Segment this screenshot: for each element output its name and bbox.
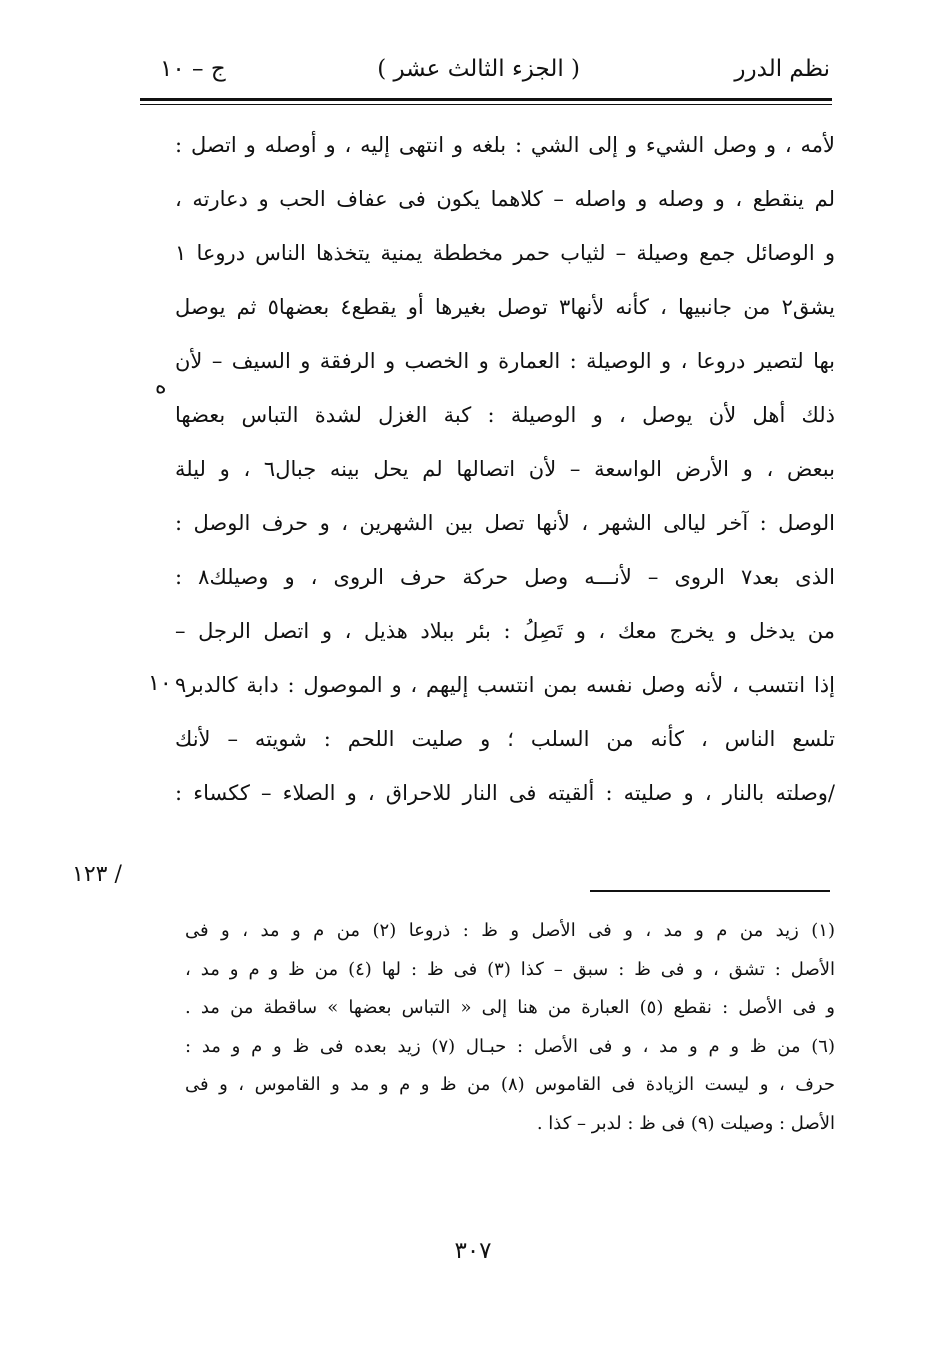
text-line: من يدخل و يخرج معك ، و تَصِلُ : بئر ببلاد هذيل ، و اتصل الرجل – (175, 619, 835, 643)
header-book-title: نظم الدرر (734, 56, 830, 82)
text-line: ببعض ، و الأرض الواسعة – لأن اتصالها لم يحل بينه جبال٦ ، و ليلة (175, 457, 835, 481)
text-line: /وصلته بالنار ، و صليته : ألقيته فى النار للاحراق ، و الصلاء – ككساء : (175, 781, 835, 805)
header-rule-thin (140, 104, 832, 105)
manuscript-folio-marker: / ١٢٣ (72, 862, 122, 887)
text-line: و الوصائل جمع وصيلة – لثياب حمر مخططة يمنية يتخذها الناس دروعا ١ (175, 241, 835, 265)
footnote-line: الأصل : وصيلت (٩) فى ظ : لدبر – كذا . (536, 1112, 835, 1134)
footnote-line: الأصل : تشق ، و فى ظ : سبق – كذا (٣) فى ظ : لها (٤) من ظ و م و مد ، (185, 958, 835, 980)
page-number: ٣٠٧ (454, 1238, 492, 1264)
footnote-line: (٦) من ظ و م و مد ، و فى الأصل : حبـال (٧) زيد بعده فى ظ و م و مد : (185, 1035, 835, 1057)
line-number-10: ١٠ (148, 671, 172, 696)
text-line: يشق٢ من جانبيها ، كأنه لأنها٣ توصل بغيرها أو يقطع٤ بعضها٥ ثم يوصل (175, 295, 835, 319)
footnote-separator (590, 890, 830, 892)
text-line: ذلك أهل لأن يوصل ، و الوصيلة : كبة الغزل لشدة التباس بعضها (175, 403, 835, 427)
main-text (175, 118, 835, 820)
text-line: لأمه ، و وصل الشيء و إلى الشي : بلغه و انتهى إليه ، و أوصله و اتصل : (175, 133, 835, 157)
header-volume-ref: ج – ١٠ (160, 56, 226, 82)
footnote-line: و فى الأصل : نقطع (٥) العبارة من هنا إلى « التباس بعضها » ساقطة من مد . (185, 997, 835, 1018)
text-line: إذا انتسب ، لأنه وصل نفسه بمن انتسب إليهم ، و الموصول : دابة كالدبر٩ (175, 673, 835, 697)
text-line: لم ينقطع ، و وصله و واصله – كلاهما يكون فى عفاف الحب و دعارته ، (175, 187, 835, 211)
header-rule-thick (140, 98, 832, 101)
footnote-line: (١) زيد من م و مد ، و فى الأصل و ظ : ذروعا (٢) من م و مد ، و فى (185, 920, 835, 941)
line-number-5: ه (155, 374, 167, 399)
footnote-line: حرف ، و ليست الزيادة فى القاموس (٨) من ظ و م و مد و القاموس ، و فى (185, 1074, 835, 1095)
text-line: بها لتصير دروعا ، و الوصيلة : العمارة و الخصب و الرفقة و السيف – لأن (175, 349, 835, 373)
text-line: الذى بعد٧ الروى – لأنـــه وصل حركة حرف الروى ، و وصيلك٨ : (175, 565, 835, 589)
text-line: تلسع الناس ، كأنه من السلب ؛ و صليت اللحم : شويته – لأنك (175, 727, 835, 751)
text-line: الوصل : آخر ليالى الشهر ، لأنها تصل بين الشهرين ، و حرف الوصل : (175, 511, 835, 535)
running-header (160, 50, 830, 94)
footnotes (185, 912, 835, 1143)
header-part: ( الجزء الثالث عشر ) (377, 56, 580, 82)
